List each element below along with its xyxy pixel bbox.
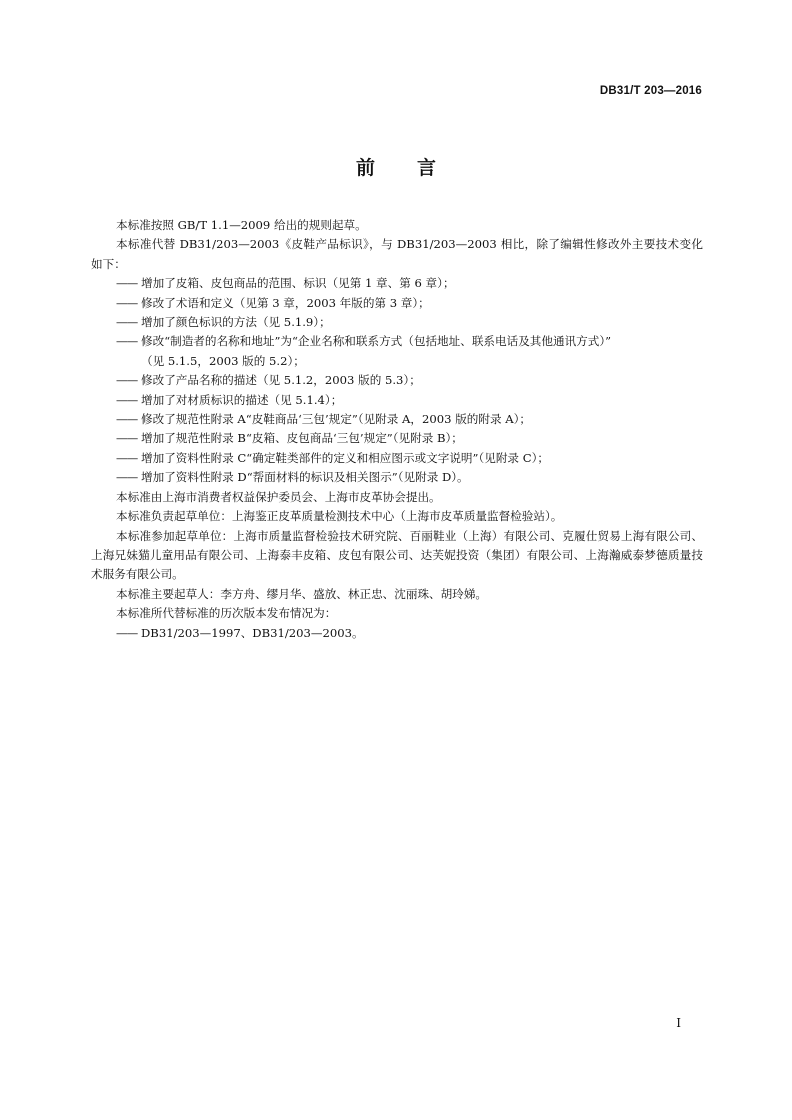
list-item xyxy=(91,371,703,390)
list-item-text: 修改“制造者的名称和地址”为“企业名称和联系方式（包括地址、联系电话及其他通讯方式）” xyxy=(141,334,612,349)
document-code: DB31/T 203—2016 xyxy=(599,85,702,97)
list-item xyxy=(91,313,703,332)
changes-list xyxy=(91,274,703,487)
list-item-text: 增加了资料性附录 D“帮面材料的标识及相关图示”（见附录 D）。 xyxy=(141,470,469,485)
paragraph-main-drafters: 本标准主要起草人：李方舟、缪月华、盛放、林正忠、沈丽珠、胡玲娣。 xyxy=(116,586,488,601)
dash-marker: —— xyxy=(116,276,138,291)
list-item-text: 增加了对材质标识的描述（见 5.1.4）； xyxy=(141,392,343,407)
page-number: I xyxy=(676,1016,681,1030)
dash-marker: —— xyxy=(116,373,138,388)
list-item-text: 增加了皮箱、皮包商品的范围、标识（见第 1 章、第 6 章）； xyxy=(141,276,455,291)
paragraph-proposer: 本标准由上海市消费者权益保护委员会、上海市皮革协会提出。 xyxy=(116,489,441,504)
list-item xyxy=(91,274,703,293)
list-item xyxy=(91,429,703,448)
paragraph-replacement: 本标准代替 DB31/203—2003《皮鞋产品标识》，与 DB31/203—2003 相比，除了编辑性修改外主要技术变化如下： xyxy=(91,237,703,271)
paragraph-drafting-rules: 本标准按照 GB/T 1.1—2009 给出的规则起草。 xyxy=(116,218,367,232)
paragraph-history-intro: 本标准所代替标准的历次版本发布情况为： xyxy=(116,606,337,621)
list-item xyxy=(91,391,703,410)
paragraph-lead-drafter: 本标准负责起草单位：上海鉴正皮革质量检测技术中心（上海市皮革质量监督检验站）。 xyxy=(116,509,563,524)
list-item-text: 修改了规范性附录 A“皮鞋商品‘三包’规定”（见附录 A，2003 版的附录 A）； xyxy=(141,412,532,427)
list-item xyxy=(91,332,703,371)
dash-marker: —— xyxy=(116,470,138,485)
dash-marker: —— xyxy=(116,315,138,330)
list-item-text: 增加了资料性附录 C“确定鞋类部件的定义和相应图示或文字说明”（见附录 C）； xyxy=(141,450,549,465)
list-item-text: 增加了规范性附录 B“皮箱、皮包商品‘三包’规定”（见附录 B）； xyxy=(141,431,463,446)
dash-marker: —— xyxy=(116,334,138,349)
list-item xyxy=(91,449,703,468)
dash-marker: —— xyxy=(116,412,138,427)
list-item-text: 增加了颜色标识的方法（见 5.1.9）； xyxy=(141,315,331,330)
paragraph-participating-drafters: 本标准参加起草单位：上海市质量监督检验技术研究院、百丽鞋业（上海）有限公司、克履仕贸易上海有限公司、上海兄妹猫儿童用品有限公司、上海泰丰皮箱、皮包有限公司、达芙妮投资（集团）有限公司、上海瀚威泰梦德质量技术服务有限公司。 xyxy=(91,528,703,582)
list-item xyxy=(91,294,703,313)
list-item-continuation: （见 5.1.5，2003 版的 5.2）； xyxy=(141,353,305,368)
list-item xyxy=(91,468,703,487)
dash-marker: —— xyxy=(116,431,138,446)
dash-marker: —— xyxy=(116,295,138,310)
list-item-text: 修改了术语和定义（见第 3 章，2003 年版的第 3 章）； xyxy=(141,295,430,310)
dash-marker: —— xyxy=(116,450,138,465)
list-item xyxy=(91,410,703,429)
history-item xyxy=(91,624,703,643)
dash-marker: —— xyxy=(116,392,138,407)
page-title: 前言 xyxy=(355,157,478,179)
foreword-body xyxy=(91,216,703,643)
dash-marker: —— xyxy=(116,625,138,640)
list-item-text: 修改了产品名称的描述（见 5.1.2，2003 版的 5.3）； xyxy=(141,373,421,388)
history-item-text: DB31/203—1997、DB31/203—2003。 xyxy=(141,625,364,640)
